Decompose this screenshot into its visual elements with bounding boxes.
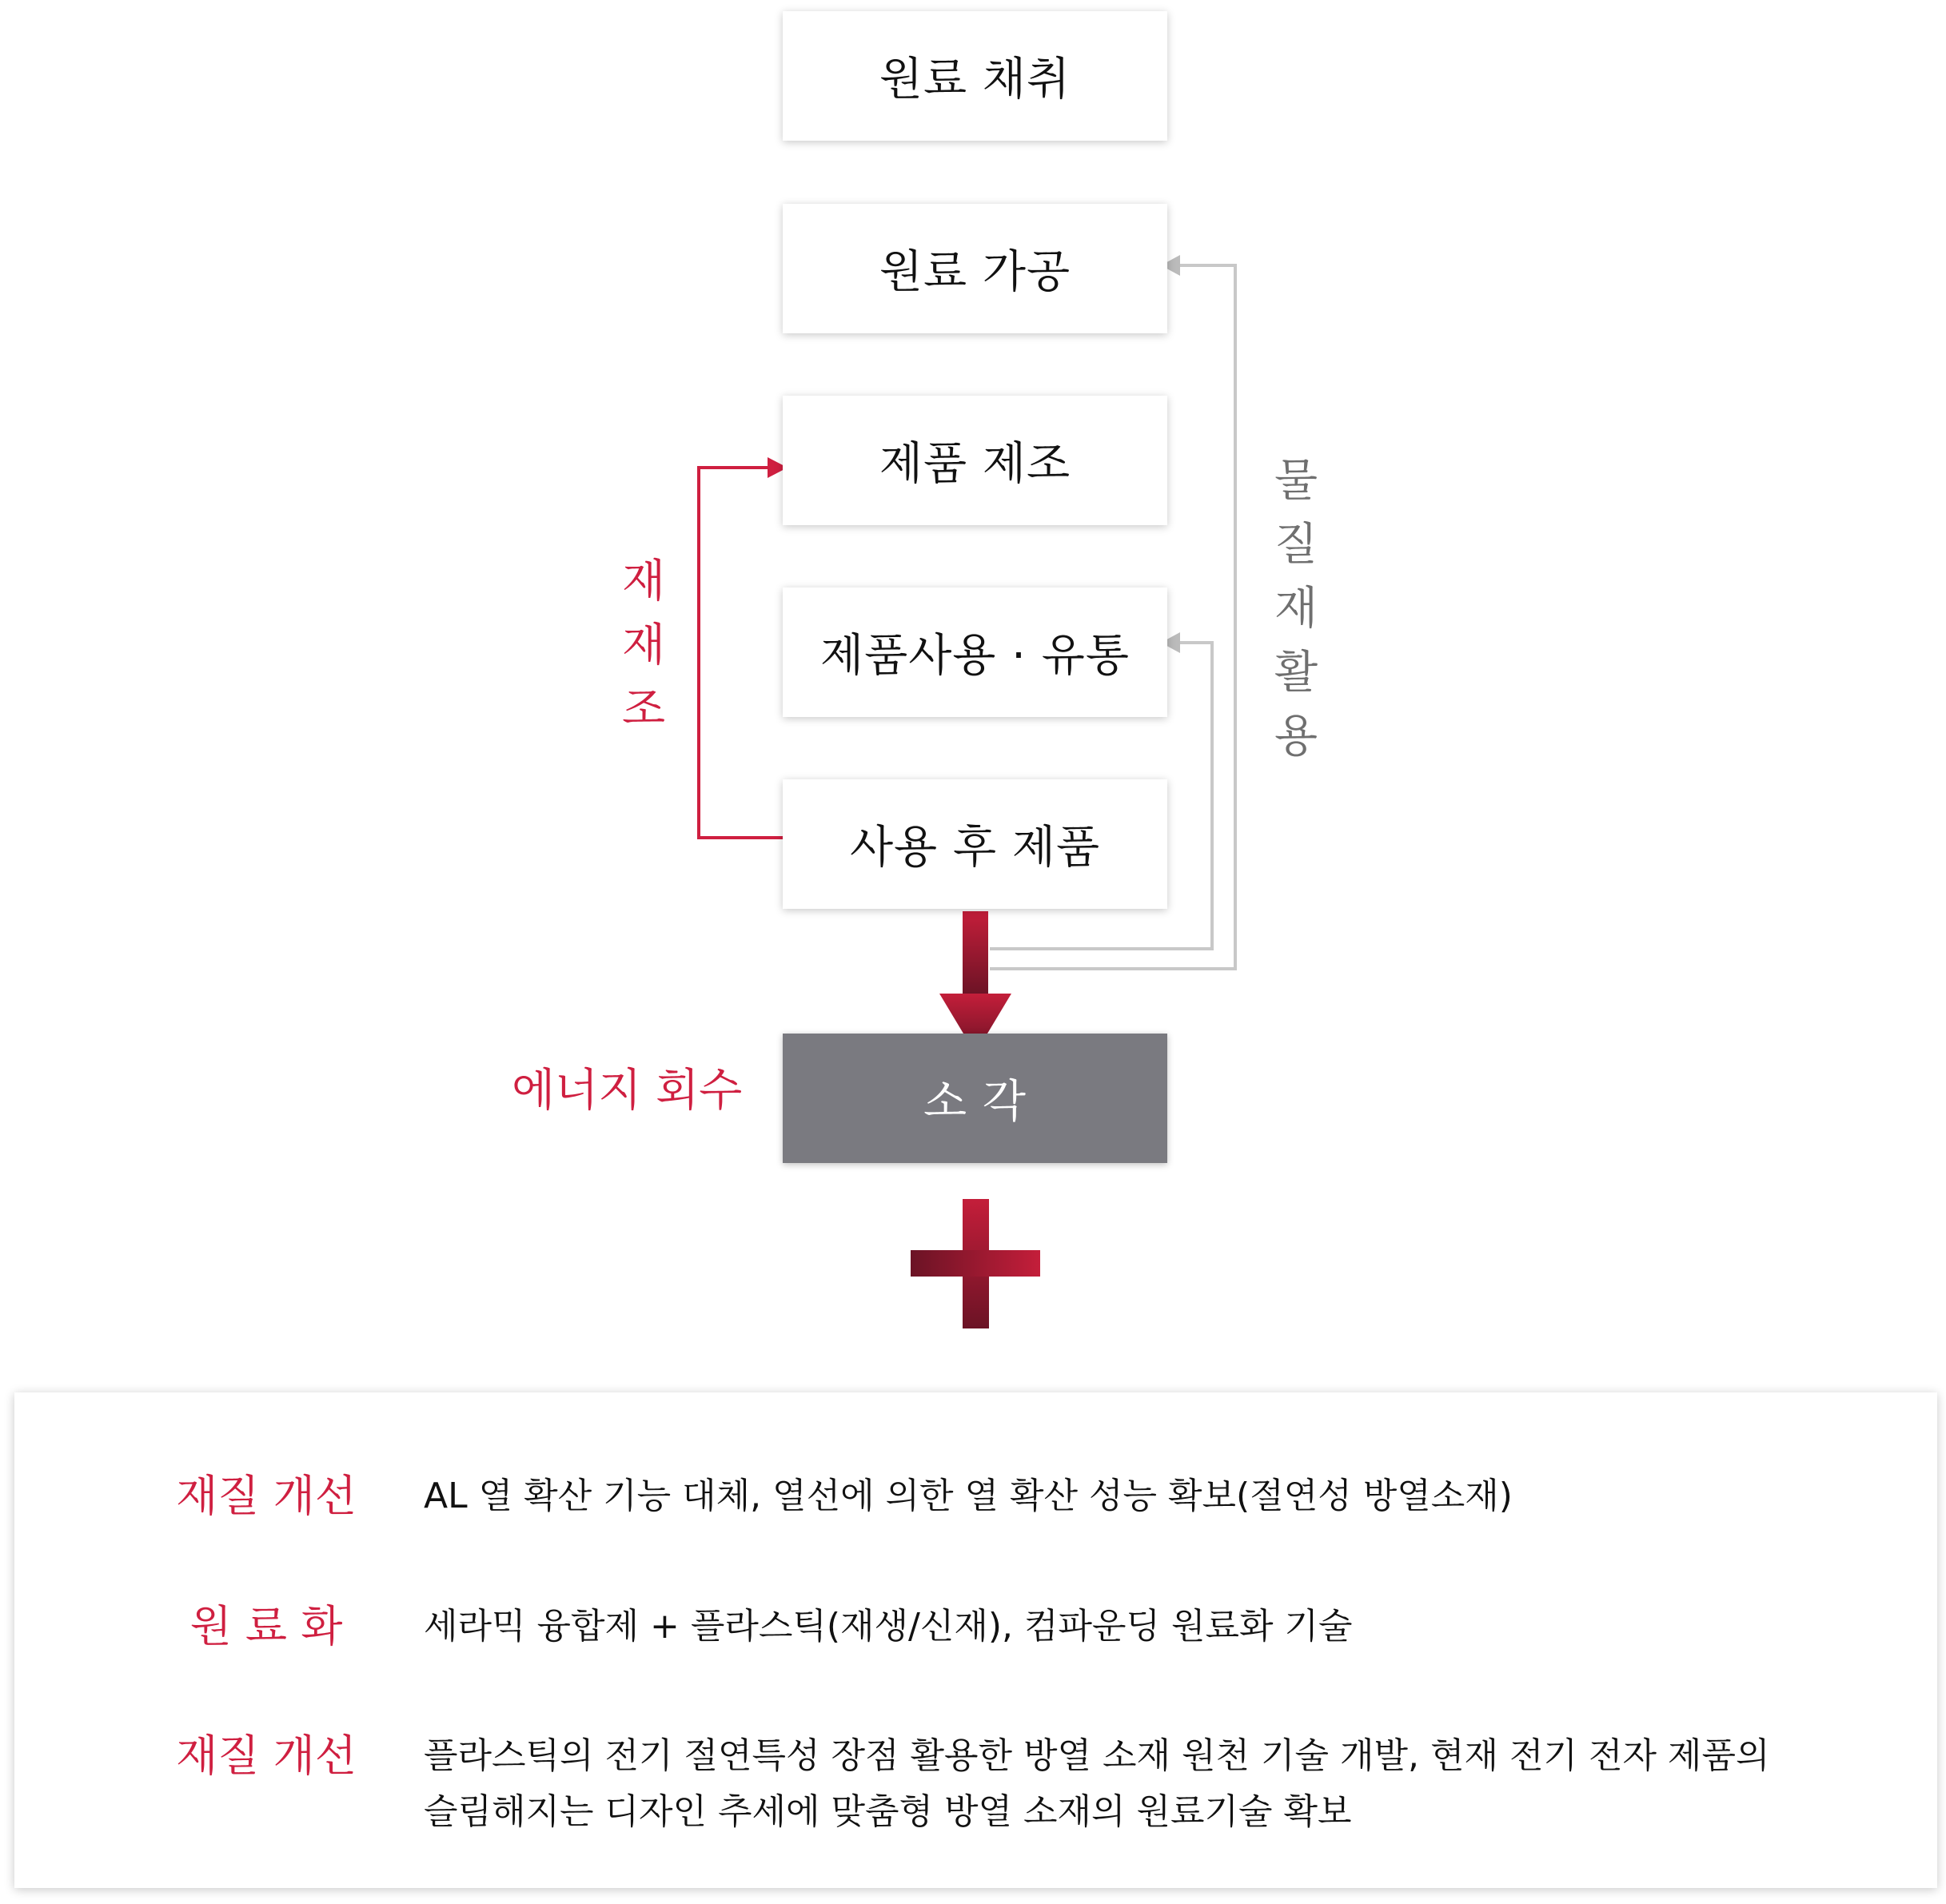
step-label: 소 각 (923, 1076, 1027, 1128)
info-row-key: 재질 개선 (176, 1471, 357, 1521)
info-row-key: 원 료 화 (189, 1601, 343, 1651)
info-row-value (424, 1599, 1887, 1655)
info-row-line: 슬림해지는 디자인 추세에 맞춤형 방열 소재의 원료기술 확보 (424, 1791, 1352, 1832)
step-label: 원료 가공 (879, 246, 1071, 298)
energy-recovery-label: 에너지 회수 (512, 1065, 743, 1117)
remanufacture-label (622, 550, 665, 742)
step-label: 제품 제조 (879, 438, 1071, 490)
step-post-use-product (783, 779, 1167, 909)
recycling-char: 재 (1274, 583, 1318, 635)
down-arrow-shaft (963, 911, 988, 995)
recycling-char: 질 (1274, 519, 1318, 571)
recycling-char: 물 (1274, 455, 1318, 507)
info-row-value (424, 1728, 1887, 1840)
plus-sign-horizontal (911, 1250, 1040, 1277)
improvement-info-panel (14, 1392, 1937, 1888)
info-row-line: 세라믹 융합제 + 플라스틱(재생/신재), 컴파운딩 원료화 기술 (424, 1606, 1353, 1647)
step-label: 원료 채취 (879, 54, 1071, 106)
remanufacture-connector (699, 468, 783, 838)
step-label: 제품사용 · 유통 (820, 630, 1130, 682)
info-row-line: AL 열 확산 기능 대체, 열선에 의한 열 확산 성능 확보(절연성 방열소재) (424, 1476, 1513, 1516)
step-product-use-distribution (783, 588, 1167, 717)
recycling-char: 활 (1274, 647, 1318, 699)
step-product-manufacturing (783, 396, 1167, 525)
info-row-key: 재질 개선 (176, 1731, 357, 1781)
step-label: 사용 후 제품 (849, 822, 1101, 874)
info-row-line: 플라스틱의 전기 절연특성 장점 활용한 방열 소재 원천 기술 개발, 현재 전기 전자 제품의 (424, 1735, 1770, 1776)
remanufacture-char: 재 (622, 556, 666, 607)
step-incineration (783, 1034, 1167, 1163)
step-raw-material-extraction (783, 11, 1167, 141)
material-recycling-label (1274, 449, 1318, 769)
remanufacture-char: 조 (622, 683, 666, 735)
recycling-char: 용 (1274, 711, 1318, 763)
step-raw-material-processing (783, 204, 1167, 333)
info-row-value (424, 1468, 1887, 1524)
remanufacture-char: 재 (622, 619, 666, 671)
